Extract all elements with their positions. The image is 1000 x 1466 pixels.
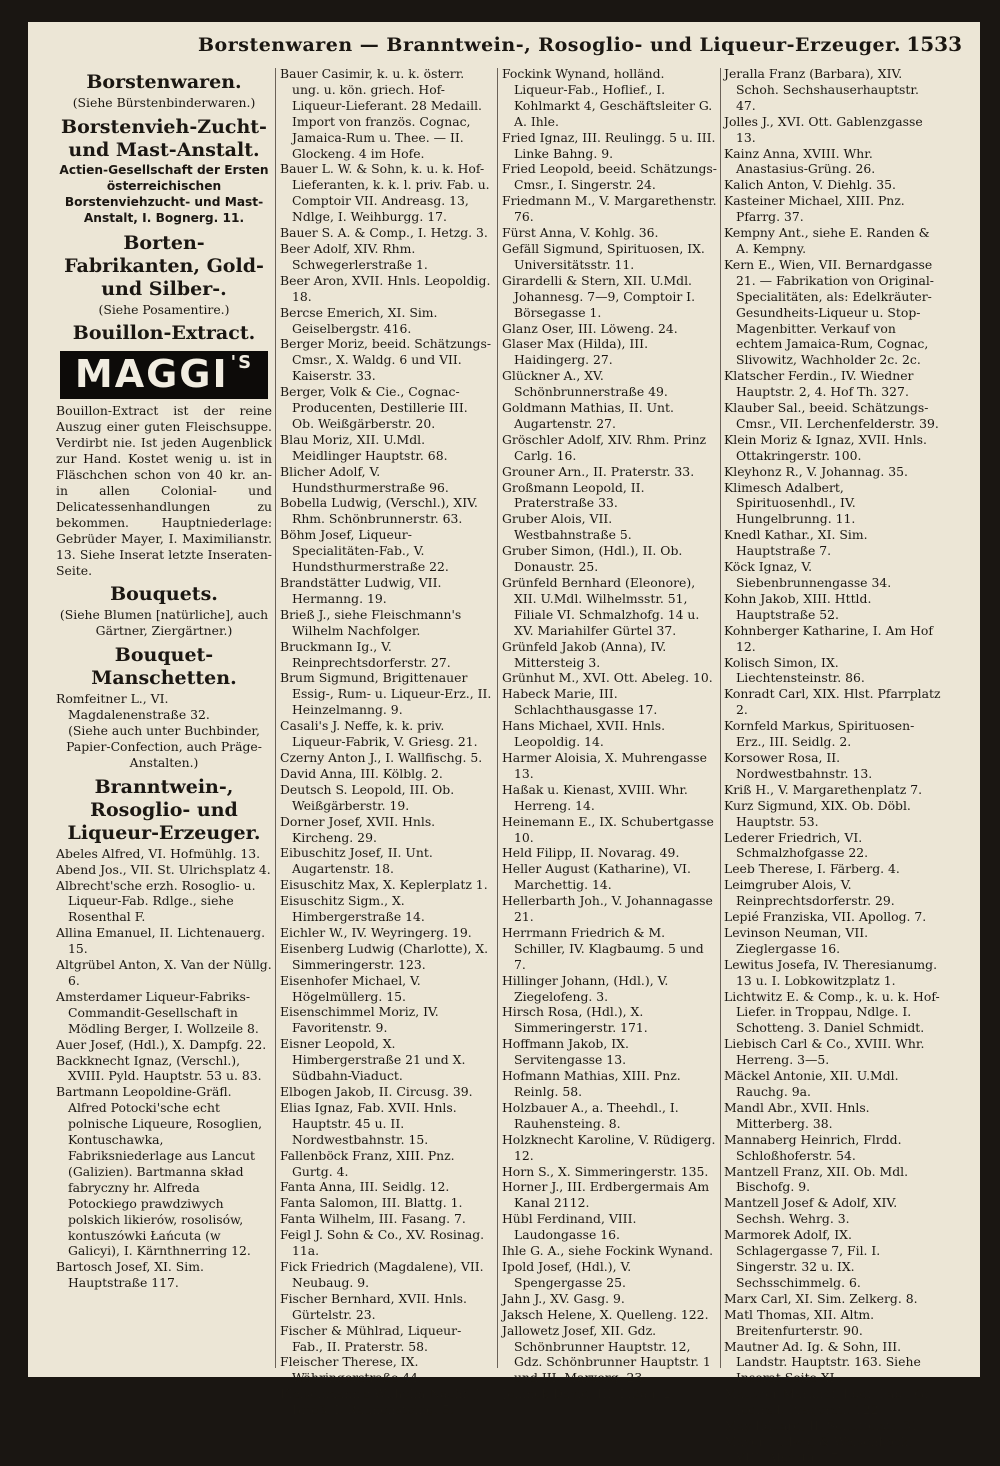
listing-entry: Held Filipp, II. Novarag. 49.: [502, 845, 680, 861]
listing-entry: Großmann Leopold, II. Praterstraße 33.: [502, 479, 645, 511]
maggi-logo: MAGGI 'S: [60, 351, 268, 399]
listing-entry: Fick Friedrich (Magdalene), VII. Neubaug. 9.: [280, 1258, 484, 1290]
listing-entry: Klauber Sal., beeid. Schätzungs-Cmsr., VII. Lerchenfelderstr. 39.: [724, 400, 939, 431]
cross-reference: (Siehe Posamentire.): [98, 301, 230, 317]
listing-entry: Horner J., III. Erdbergermais Am Kanal 2112.: [502, 1179, 710, 1211]
listing-entry: Kurz Sigmund, XIX. Ob. Döbl. Hauptstr. 53.: [724, 797, 911, 829]
listing-entry: Levinson Neuman, VII. Zieglergasse 16.: [724, 924, 869, 956]
listing-entry: Klimesch Adalbert, Spirituosenhdl., IV. Hungelbrunng. 11.: [724, 479, 856, 527]
listing-entry: Deutsch S. Leopold, III. Ob. Weißgärberstr. 19.: [280, 781, 455, 813]
listing-entry: Klatscher Ferdin., IV. Wiedner Hauptstr. 2, 4. Hof Th. 327.: [724, 368, 914, 400]
listing-entry: Kleyhonz R., V. Johannag. 35.: [724, 463, 908, 479]
listing-entry: Bartosch Josef, XI. Sim. Hauptstraße 117.: [56, 1259, 204, 1291]
listing-entry: Bruckmann Ig., V. Reinprechtsdorferstr. 27.: [280, 638, 451, 670]
listing-entry: Holzknecht Karoline, V. Rüdigerg. 12.: [502, 1131, 716, 1163]
listing-entry: Lepié Franziska, VII. Apollog. 7.: [724, 909, 927, 925]
listing-entry: Friedmann M., V. Margarethenstr. 76.: [502, 193, 717, 225]
listing-entry: Kasteiner Michael, XIII. Pnz. Pfarrg. 37.: [724, 193, 905, 225]
listing-entry: Jahn J., XV. Gasg. 9.: [502, 1290, 625, 1306]
section-heading: Borstenwaren.: [86, 71, 242, 93]
listing-entry: Eisuschitz Sigm., X. Himbergerstraße 14.: [280, 893, 425, 925]
listing-entry: Fanta Anna, III. Seidlg. 12.: [280, 1179, 450, 1195]
running-head: [28, 28, 980, 64]
listing-entry: Altgrübel Anton, X. Van der Nüllg. 6.: [56, 957, 272, 988]
listing-entry: Eibuschitz Josef, II. Unt. Augartenstr. 18.: [280, 845, 433, 877]
section-heading: Bouquet-Manschetten.: [91, 644, 237, 690]
listing-entry: Knedl Kathar., XI. Sim. Hauptstraße 7.: [724, 527, 868, 559]
listing-entry: Marmorek Adolf, IX. Schlagergasse 7, Fil. I. Singerstr. 32 u. IX. Sechsschimmelg. 6.: [724, 1227, 881, 1290]
listing-entry: Goldmann Mathias, II. Unt. Augartenstr. 27.: [502, 400, 674, 431]
listing-entry: Fischer Bernhard, XVII. Hnls. Gürtelstr. 23.: [280, 1290, 467, 1322]
listing-entry: Eisuschitz Max, X. Keplerplatz 1.: [280, 877, 488, 893]
listing-entry: Fleischer Therese, IX. Währingerstraße 44.: [280, 1354, 422, 1386]
listing-entry: Ihle G. A., siehe Fockink Wynand.: [502, 1243, 714, 1259]
listing-entry: Bartmann Leopoldine-Gräfl. Alfred Potocki'sche echt polnische Liqueure, Rosoglien, Kontuschawka, Fabriksniederlage aus Lancut (Galizien). Bartmanna skład fabryczny hr. Alfreda Potockiego prawdziwych polskich likierów, rosolisów, kontuszówki Łańcuta (w Galicyi), I. Kärnthnerring 12.: [56, 1084, 263, 1259]
cross-reference: (Siehe Blumen [natürliche], auch Gärtner, Ziergärtner.): [59, 607, 269, 639]
listing-entry: Feigl J. Sohn & Co., XV. Rosinag. 11a.: [280, 1227, 485, 1259]
cross-reference: (Siehe auch unter Buchbinder, Papier-Confection, auch Präge-Anstalten.): [66, 723, 262, 770]
listing-entry: Dorner Josef, XVII. Hnls. Kircheng. 29.: [280, 813, 436, 845]
listing-entry: Köck Ignaz, V. Siebenbrunnengasse 34.: [724, 559, 892, 590]
listing-entry: Jallowetz Josef, XII. Gdz. Schönbrunner Hauptstr. 12, Gdz. Schönbrunner Hauptstr. 1 und III. Marxerg. 23.: [502, 1322, 711, 1386]
listing-entry: Mantzell Franz, XII. Ob. Mdl. Bischofg. 9.: [724, 1163, 909, 1195]
listing-entry: Liebisch Carl & Co., XVIII. Whr. Herreng. 3—5.: [724, 1036, 925, 1068]
column-rule: [720, 68, 721, 1368]
listing-entry: Grouner Arn., II. Praterstr. 33.: [502, 463, 695, 479]
entry-list: [502, 66, 718, 1402]
listing-entry: Glaser Max (Hilda), III. Haidingerg. 27.: [502, 336, 649, 368]
listing-entry: Berger, Volk & Cie., Cognac-Producenten, Destillerie III. Ob. Weißgärberstr. 20.: [280, 384, 468, 431]
entry-list: [724, 66, 942, 1466]
listing-entry: Bauer Casimir, k. u. k. österr. ung. u. kön. griech. Hof-Liqueur-Lieferant. 28 Medaill. Import von französ. Cognac, Jamaica-Rum u. Thee. — II. Glockeng. 4 im Hofe.: [280, 66, 482, 161]
listing-entry: Hellerbarth Joh., V. Johannagasse 21.: [502, 893, 713, 925]
listing-entry: Grünhut M., XVI. Ott. Abeleg. 10.: [502, 670, 713, 686]
listing-entry: Beer Aron, XVII. Hnls. Leopoldig. 18.: [280, 272, 491, 304]
listing-entry: Kolisch Simon, IX. Liechtensteinstr. 86.: [724, 654, 865, 686]
listing-entry: Holzbauer A., a. Theehdl., I. Rauhensteing. 8.: [502, 1099, 679, 1131]
listing-entry: Lichtwitz E. & Comp., k. u. k. Hof-Liefer. in Troppau, Ndlge. I. Schotteng. 3. Daniel Schmidt.: [724, 988, 940, 1036]
directory-page: [28, 22, 980, 1465]
listing-entry: Eichler W., IV. Weyringerg. 19.: [280, 924, 472, 940]
column-1: [56, 66, 272, 1366]
listing-entry: Gröschler Adolf, XIV. Rhm. Prinz Carlg. 16.: [502, 431, 707, 463]
listing-entry: Fleischmann's Wilhelm Nachf. J. Brieß, I. Rauhensteing. 5.: [280, 1386, 483, 1418]
listing-entry: Herrmann Friedrich & M. Schiller, IV. Klagbaumg. 5 und 7.: [502, 924, 704, 972]
listing-entry: Mantzell Josef & Adolf, XIV. Sechsh. Wehrg. 3.: [724, 1195, 898, 1227]
listing-entry: Lewitus Josefa, IV. Theresianumg. 13 u. I. Lobkowitzplatz 1.: [724, 956, 938, 988]
listing-entry: David Anna, III. Kölblg. 2.: [280, 765, 443, 781]
listing-entry: Mayer Ludwig & Weisenböck, VIII. Albertg. 17.: [724, 1433, 913, 1465]
listing-entry: Hirsch Rosa, (Hdl.), X. Simmeringerstr. 171.: [502, 1004, 648, 1036]
listing-entry: Mautner Markhof, Lbdf. Fab., Gr. Jedlrsd. Pragerstr. 122.: [724, 1386, 933, 1418]
listing-entry: Romfeitner L., VI. Magdalenenstraße 32.: [56, 691, 210, 723]
listing-entry: Ipold Josef, (Hdl.), V. Spengergasse 25.: [502, 1258, 632, 1290]
listing-entry: Backknecht Ignaz, (Verschl.), XVIII. Pyld. Hauptstr. 53 u. 83.: [56, 1052, 262, 1084]
running-head-title: Borstenwaren — Branntwein-, Rosoglio- und Liqueur-Erzeuger.: [198, 34, 901, 56]
listing-entry: Fried Ignaz, III. Reulingg. 5 u. III. Linke Bahng. 9.: [502, 129, 716, 161]
listing-entry: Elbogen Jakob, II. Circusg. 39.: [280, 1084, 473, 1099]
listing-entry: Fallenböck Franz, XIII. Pnz. Gurtg. 4.: [280, 1147, 455, 1179]
listing-entry: Brandstätter Ludwig, VII. Hermanng. 19.: [280, 575, 442, 606]
listing-entry: Klein Moriz & Ignaz, XVII. Hnls. Ottakringerstr. 100.: [724, 431, 927, 463]
listing-entry: Gefäll Sigmund, Spirituosen, IX. Universitätsstr. 11.: [502, 240, 705, 272]
listing-entry: Jeralla Franz (Barbara), XIV. Schoh. Sechshauserhauptstr. 47.: [724, 66, 919, 113]
listing-entry: Mautner Ad. Ig. & Sohn, III. Landstr. Hauptstr. 163. Siehe Inserat Seite XL.: [724, 1338, 921, 1386]
listing-entry: Gruber Simon, (Hdl.), II. Ob. Donaustr. 25.: [502, 543, 683, 575]
listing-entry: Grünfeld Jakob (Anna), IV. Mittersteig 3.: [502, 638, 667, 670]
listing-entry: Eisenschimmel Moriz, IV. Favoritenstr. 9.: [280, 1004, 439, 1036]
listing-entry: Brieß J., siehe Fleischmann's Wilhelm Nachfolger.: [280, 606, 462, 638]
listing-entry: Fanta Wilhelm, III. Fasang. 7.: [280, 1211, 466, 1227]
listing-entry: Bobella Ludwig, (Verschl.), XIV. Rhm. Schönbrunnerstr. 63.: [280, 495, 478, 527]
listing-entry: Abend Jos., VII. St. Ulrichsplatz 4.: [56, 861, 271, 877]
listing-entry: Abeles Alfred, VI. Hofmühlg. 13.: [56, 845, 261, 861]
listing-entry: Hofmann Mathias, XIII. Pnz. Reinlg. 58.: [502, 1068, 681, 1099]
listing-entry: Girardelli & Stern, XII. U.Mdl. Johannesg. 7—9, Comptoir I. Börsegasse 1.: [502, 272, 696, 320]
listing-entry: Amsterdamer Liqueur-Fabriks-Commandit-Gesellschaft in Mödling Berger, I. Wollzeile 8.: [56, 988, 259, 1036]
listing-entry: Marx Carl, XI. Sim. Zelkerg. 8.: [724, 1290, 918, 1306]
listing-entry: Matl Thomas, XII. Altm. Breitenfurterstr. 90.: [724, 1306, 875, 1338]
listing-entry: Harmer Aloisia, X. Muhrengasse 13.: [502, 749, 707, 781]
listing-entry: Kempny Ant., siehe E. Randen & A. Kempny.: [724, 225, 930, 256]
listing-entry: Böhm Josef, Liqueur-Specialitäten-Fab., V. Hundsthurmerstraße 22.: [280, 527, 449, 575]
listing-entry: Kohnberger Katharine, I. Am Hof 12.: [724, 622, 933, 654]
listing-entry: Kriß H., V. Margarethenplatz 7.: [724, 781, 923, 797]
listing-entry: Hillinger Johann, (Hdl.), V. Ziegelofeng. 3.: [502, 972, 669, 1004]
advertisement-text: Bouillon-Extract ist der reine Auszug einer guten Fleischsuppe. Verdirbt nie. Ist jeden Augenblick zur Hand. Kostet wenig u. ist in Fläschchen schon von 40 kr. an- in allen Colonial- und Delicatessenhandlungen zu bekommen. Hauptniederlage: Gebrüder Mayer, I. Maximilianstr. 13. Siehe Inserat letzte Inseraten-Seite.: [56, 403, 272, 578]
listing-entry: Allina Emanuel, II. Lichtenauerg. 15.: [56, 925, 266, 957]
listing-entry: Elias Ignaz, Fab. XVII. Hnls. Hauptstr. 45 u. II. Nordwestbahnstr. 15.: [280, 1099, 457, 1147]
entry-list: [56, 846, 272, 1291]
listing-entry: Mannaberg Heinrich, Flrdd. Schloßhoferstr. 54.: [724, 1131, 902, 1163]
listing-entry: Eisenberg Ludwig (Charlotte), X. Simmeringerstr. 123.: [280, 940, 489, 972]
listing-entry: Kainz Anna, XVIII. Whr. Anastasius-Grüng. 26.: [724, 145, 876, 177]
listing-entry: Lederer Friedrich, VI. Schmalzhofgasse 22.: [724, 829, 869, 861]
listing-entry: Blicher Adolf, V. Hundsthurmerstraße 96.: [280, 463, 449, 495]
listing-entry: Berger Moriz, beeid. Schätzungs-Cmsr., X. Waldg. 6 und VII. Kaiserstr. 33.: [280, 336, 492, 384]
listing-entry: Habeck Marie, III. Schlachthausgasse 17.: [502, 686, 658, 718]
listing-entry: Heinemann E., IX. Schubertgasse 10.: [502, 813, 714, 845]
section-heading: Branntwein-, Rosoglio- und Liqueur-Erzeuger.: [67, 775, 261, 844]
listing-entry: Mäckel Antonie, XII. U.Mdl. Rauchg. 9a.: [724, 1068, 899, 1099]
listing-entry: Bauer L. W. & Sohn, k. u. k. Hof-Lieferanten, k. k. l. priv. Fab. u. Comptoir VII. Andreasg. 13, Ndlge, I. Weihburgg. 17.: [280, 161, 490, 225]
listing-entry: Fockink Wynand, holländ. Liqueur-Fab., Hoflief., I. Kohlmarkt 4, Geschäftsleiter G. A. Ihle.: [502, 66, 713, 129]
listing-entry: Haßak u. Kienast, XVIII. Whr. Herreng. 14.: [502, 781, 688, 813]
listing-entry: Eisenhofer Michael, V. Högelmüllerg. 15.: [280, 972, 421, 1004]
listing-entry: Czerny Anton J., I. Wallfischg. 5.: [280, 749, 483, 765]
listing-entry: Beer Adolf, XIV. Rhm. Schwegerlerstraße 1.: [280, 240, 428, 272]
listing-entry: Bauer S. A. & Comp., I. Hetzg. 3.: [280, 225, 488, 241]
listing-entry: Blau Moriz, XII. U.Mdl. Meidlinger Hauptstr. 68.: [280, 431, 448, 463]
listing-entry: Hoffmann Jakob, IX. Servitengasse 13.: [502, 1036, 629, 1068]
section-heading: Borstenvieh-Zucht- und Mast-Anstalt.: [61, 115, 267, 161]
listing-entry: Fanta Salomon, III. Blattg. 1.: [280, 1195, 463, 1211]
listing-entry: Leeb Therese, I. Färberg. 4.: [724, 861, 900, 877]
entry-list: [280, 66, 492, 1418]
listing-entry: Brum Sigmund, Brigittenauer Essig-, Rum- u. Liqueur-Erz., II. Heinzelmanng. 9.: [280, 670, 492, 718]
section-heading: Bouquets.: [110, 583, 218, 606]
listing-entry: Leimgruber Alois, V. Reinprechtsdorferstr. 29.: [724, 877, 895, 909]
listing-entry: Kalich Anton, V. Diehlg. 35.: [724, 177, 896, 193]
listing-entry: Kohn Jakob, XIII. Httld. Hauptstraße 52.: [724, 590, 872, 622]
column-4: [724, 66, 942, 1465]
listing-entry: Glanz Oser, III. Löweng. 24.: [502, 320, 678, 336]
listing-entry: Konradt Carl, XIX. Hlst. Pfarrplatz 2.: [724, 686, 941, 718]
listing-entry: Fürst Anna, V. Kohlg. 36.: [502, 225, 659, 241]
page-number: 1533: [906, 32, 962, 56]
listing-entry: Glückner A., XV. Schönbrunnerstraße 49.: [502, 368, 668, 400]
listing-entry: Horn S., X. Simmeringerstr. 135.: [502, 1163, 709, 1179]
column-2: [280, 66, 492, 1418]
listing-entry: May Eduard, II. Schüttelstr. 31.: [724, 1418, 923, 1434]
listing-entry: Kern E., Wien, VII. Bernardgasse 21. — Fabrikation von Original-Specialitäten, als: Edelkräuter-Gesundheits-Liqueur u. Stop-Magenbitter. Verkauf von echtem Jamaica-Rum, Cognac, Slivowitz, Wachholder 2c. 2c.: [724, 256, 934, 368]
listing-entry: Gruber Alois, VII. Westbahnstraße 5.: [502, 511, 632, 543]
listing-entry: Fried Leopold, beeid. Schätzungs-Cmsr., I. Singerstr. 24.: [502, 161, 717, 193]
column-rule: [497, 68, 498, 1368]
listing-entry: Hans Michael, XVII. Hnls. Leopoldig. 14.: [502, 718, 666, 750]
listing-entry: Grünfeld Bernhard (Eleonore), XII. U.Mdl. Wilhelmsstr. 51, Filiale VI. Schmalzhofg. 14 u. XV. Mariahilfer Gürtel 37.: [502, 575, 700, 638]
listing-entry: Hübl Ferdinand, VIII. Laudongasse 16.: [502, 1211, 637, 1243]
listing-entry: Korsower Rosa, II. Nordwestbahnstr. 13.: [724, 749, 873, 781]
listing-entry: Eisner Leopold, X. Himbergerstraße 21 und X. Südbahn-Viaduct.: [280, 1036, 466, 1084]
listing-entry: Jellinek David, III. Lißag. 2.: [502, 1386, 676, 1402]
listing-entry: Casali's J. Neffe, k. k. priv. Liqueur-Fabrik, V. Griesg. 21.: [280, 718, 478, 750]
column-rule: [275, 68, 276, 1368]
listing-entry: Albrecht'sche erzh. Rosoglio- u. Liqueur-Fab. Rdlge., siehe Rosenthal F.: [56, 877, 256, 925]
listing-entry: Jolles J., XVI. Ott. Gablenzgasse 13.: [724, 113, 923, 145]
listing-entry: Kornfeld Markus, Spirituosen-Erz., III. Seidlg. 2.: [724, 718, 915, 750]
cross-reference: (Siehe Bürstenbinderwaren.): [72, 95, 256, 110]
listing-entry: Actien-Gesellschaft der Ersten österreichischen Borstenviehzucht- und Mast-Anstalt, I. Bognerg. 11.: [59, 162, 269, 225]
listing-entry: Heller August (Katharine), VI. Marchettig. 14.: [502, 861, 691, 893]
section-heading: Borten-Fabrikanten, Gold- und Silber-.: [64, 231, 264, 300]
section-heading: Bouillon-Extract.: [72, 322, 256, 345]
listing-entry: Bercse Emerich, XI. Sim. Geiselbergstr. 416.: [280, 304, 438, 336]
listing-entry: Fischer & Mühlrad, Liqueur-Fab., II. Praterstr. 58.: [280, 1322, 462, 1354]
listing-entry: Jaksch Helene, X. Quelleng. 122.: [502, 1306, 709, 1322]
column-3: [502, 66, 718, 1402]
listing-entry: Mandl Abr., XVII. Hnls. Mitterberg. 38.: [724, 1099, 870, 1131]
listing-entry: Auer Josef, (Hdl.), X. Dampfg. 22.: [56, 1036, 267, 1052]
